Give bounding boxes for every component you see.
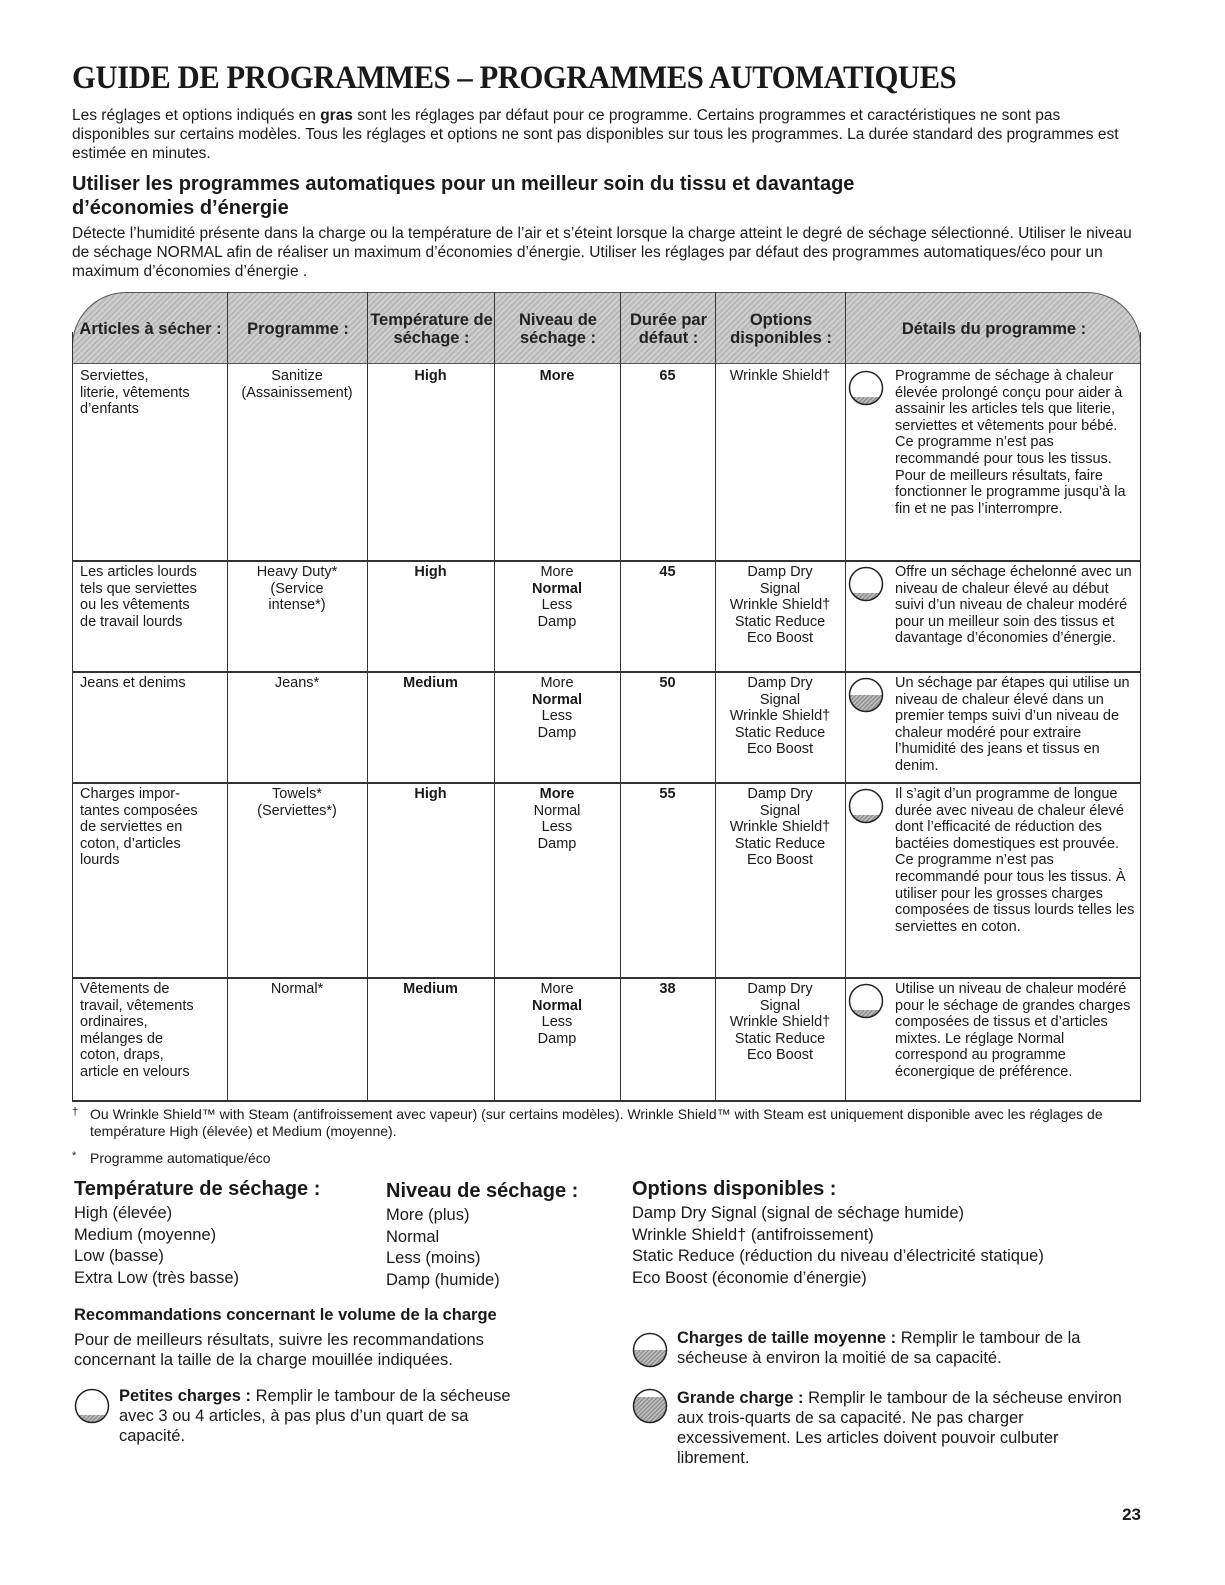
load-size-icon (848, 677, 884, 713)
cell-niveau (494, 675, 620, 741)
cell-duree: 38 (659, 981, 676, 997)
column-divider (1140, 332, 1141, 1100)
intro-bold-word: gras (320, 107, 353, 124)
cell-temperature: High (414, 564, 447, 580)
legend-niveau-item: Damp (humide) (386, 1270, 500, 1289)
option-value: Eco Boost (746, 1047, 814, 1064)
legend-options (632, 1178, 1044, 1289)
cell-options (715, 675, 845, 758)
header-options: Options disponibles : (730, 311, 832, 347)
niveau-value: More (540, 564, 574, 580)
intro-text-end: sont les réglages par défaut pour ce programme. Certains programmes et caractéristiques ne sont pas disponibles sur certains modèles. Tous les réglages et options ne sont pas disponibles sur tous les programmes. La durée standard des programmes est estimée en minutes. (72, 107, 1119, 162)
header-duree: Durée par défaut : (629, 311, 708, 347)
cell-duree: 55 (659, 786, 676, 802)
niveau-value: Damp (537, 724, 577, 741)
option-value: Wrinkle Shield† (729, 819, 831, 836)
cell-temperature: Medium (403, 675, 458, 691)
row-divider (72, 782, 1141, 784)
cell-programme: Normal* (270, 981, 324, 997)
large-load-icon (632, 1388, 668, 1424)
legend-temperature-item: Extra Low (très basse) (74, 1268, 240, 1287)
cell-details: Un séchage par étapes qui utilise un niveau de chaleur élevé dans un premier temps suivi d’un niveau de chaleur modéré pour extraire l’humidité des jeans et tissus en denim. (895, 675, 1130, 774)
legend-options-item: Eco Boost (économie d’énergie) (632, 1268, 867, 1287)
column-divider (367, 292, 368, 1100)
option-value: Damp Dry (747, 981, 813, 997)
header-programme: Programme : (247, 320, 349, 338)
header-articles: Articles à sécher : (79, 320, 222, 338)
cell-options (715, 564, 845, 647)
niveau-value: Normal (532, 691, 582, 708)
option-value: Wrinkle Shield† (729, 368, 831, 384)
load-rec-title: Recommandations concernant le volume de la charge (74, 1306, 497, 1324)
small-load-label: Petites charges : (119, 1387, 252, 1405)
legend-temperature-title: Température de séchage : (74, 1178, 321, 1200)
option-value: Static Reduce (734, 1030, 826, 1047)
footnote-dagger (72, 1106, 1132, 1140)
niveau-value: Damp (537, 1030, 577, 1047)
footnote-dagger-mark: † (72, 1106, 79, 1118)
cell-programme: Towels* (Serviettes*) (257, 786, 337, 819)
cell-articles: Les articles lourds tels que serviettes ou les vêtements de travail lourds (80, 564, 197, 630)
option-value: Damp Dry (747, 786, 813, 802)
cell-temperature: Medium (403, 981, 458, 997)
niveau-value: Normal (532, 580, 582, 597)
option-value: Signal (759, 997, 801, 1014)
cell-details: Offre un séchage échelonné avec un niveau de chaleur élevé au début suivi d’un niveau de chaleur modéré pour un meilleur soin des tissus et davantage d’économies d’énergie. (895, 564, 1132, 647)
cell-articles: Serviettes, literie, vêtements d’enfants (80, 368, 190, 418)
niveau-value: Less (541, 819, 573, 836)
option-value: Damp Dry (747, 675, 813, 691)
legend-niveau-title: Niveau de séchage : (386, 1180, 579, 1202)
footnote-dagger-text: Ou Wrinkle Shield™ with Steam (antifroissement avec vapeur) (sur certains modèles). Wrinkle Shield™ with Steam est uniquement disponible avec les réglages de température High (élevée) et Medium (moyenne). (90, 1106, 1103, 1139)
niveau-value: Damp (537, 835, 577, 852)
cell-options (715, 981, 845, 1064)
cell-temperature: High (414, 786, 447, 802)
section-description: Détecte l’humidité présente dans la charge ou la température de l’air et s’éteint lorsque la charge atteint le degré de séchage sélectionné. Utiliser le niveau de séchage NORMAL afin de réaliser un maximum d’économies d’énergie. Utiliser les réglages par défaut des programmes automatiques/éco pour un maximum d’économies d’énergie . (72, 225, 1132, 280)
niveau-value: More (540, 675, 574, 691)
cell-duree: 45 (659, 564, 676, 580)
cell-niveau (494, 786, 620, 852)
niveau-value: Normal (532, 997, 582, 1014)
small-load-icon (74, 1388, 110, 1424)
load-size-icon (848, 566, 884, 602)
header-temperature: Température de séchage : (370, 311, 493, 347)
cell-articles: Charges impor- tantes composées de serviettes en coton, d’articles lourds (80, 786, 198, 869)
legend-niveau-item: Normal (386, 1227, 440, 1246)
row-divider (72, 977, 1141, 979)
section-heading: Utiliser les programmes automatiques pour un meilleur soin du tissu et davantage d’économies d’énergie (72, 173, 855, 219)
niveau-value: Normal (533, 802, 581, 819)
table-bottom-border (72, 1100, 1141, 1102)
legend-temperature-item: Medium (moyenne) (74, 1225, 217, 1244)
cell-duree: 50 (659, 675, 676, 691)
option-value: Static Reduce (734, 835, 826, 852)
page-title: GUIDE DE PROGRAMMES – PROGRAMMES AUTOMATIQUES (72, 60, 957, 96)
column-divider (845, 292, 846, 1100)
cell-details: Il s’agit d’un programme de longue durée avec niveau de chaleur élevé dont l’efficacité de réduction des bactéies domestiques est prouvée. Ce programme n’est pas recommandé pour tous les tissus. À utiliser pour les grosses charges composées de tissus lourds telles les serviettes en coton. (895, 786, 1135, 935)
legend-options-item: Wrinkle Shield† (antifroissement) (632, 1225, 874, 1244)
cell-niveau (494, 981, 620, 1047)
load-size-icon (848, 370, 884, 406)
option-value: Static Reduce (734, 724, 826, 741)
cell-programme: Sanitize (Assainissement) (241, 368, 353, 401)
niveau-value: Less (541, 597, 573, 614)
column-divider (227, 292, 228, 1100)
legend-options-item: Static Reduce (réduction du niveau d’électricité statique) (632, 1247, 1044, 1265)
niveau-value: Damp (537, 613, 577, 630)
niveau-value: Less (541, 1014, 573, 1031)
large-load-text: Remplir le tambour de la sécheuse environ aux trois-quarts de sa capacité. Ne pas charger excessivement. Les articles doivent pouvoir culbuter librement. (677, 1389, 1122, 1467)
cell-articles: Vêtements de travail, vêtements ordinaires, mélanges de coton, draps, article en velours (80, 981, 194, 1080)
program-table (72, 292, 1141, 1100)
footnote-star-text: Programme automatique/éco (90, 1150, 271, 1166)
legend-temperature-item: Low (basse) (74, 1247, 164, 1265)
cell-niveau (494, 368, 620, 385)
niveau-value: More (540, 981, 574, 997)
legend-niveau-item: More (plus) (386, 1206, 470, 1224)
option-value: Static Reduce (734, 613, 826, 630)
cell-articles: Jeans et denims (80, 675, 186, 691)
page-number: 23 (1122, 1505, 1141, 1524)
row-divider (72, 560, 1141, 562)
medium-load-icon (632, 1332, 668, 1368)
cell-options (715, 786, 845, 869)
column-divider (715, 292, 716, 1100)
header-niveau: Niveau de séchage : (519, 311, 597, 347)
legend-options-item: Damp Dry Signal (signal de séchage humide) (632, 1204, 964, 1222)
load-medium (632, 1328, 1132, 1368)
option-value: Wrinkle Shield† (729, 708, 831, 725)
cell-programme: Heavy Duty* (Service intense*) (256, 564, 338, 614)
option-value: Signal (759, 580, 801, 597)
large-load-label: Grande charge : (677, 1389, 804, 1407)
intro-text-start: Les réglages et options indiqués en (72, 107, 321, 124)
legend-niveau (386, 1180, 578, 1291)
cell-options (715, 368, 845, 385)
niveau-value: More (539, 786, 575, 802)
footnote-star-mark: * (72, 1150, 77, 1162)
table-header (72, 292, 1141, 364)
option-value: Eco Boost (746, 852, 814, 869)
medium-load-label: Charges de taille moyenne : (677, 1329, 897, 1347)
footnote-star (72, 1150, 271, 1167)
cell-temperature: High (414, 368, 447, 384)
legend-temperature (74, 1178, 320, 1289)
medium-load-text: Remplir le tambour de la sécheuse à environ la moitié de sa capacité. (677, 1329, 1081, 1367)
cell-details: Utilise un niveau de chaleur modéré pour le séchage de grandes charges composées de tissus et d’articles mixtes. Le réglage Normal correspond au programme éconergique de préférence. (895, 981, 1131, 1080)
cell-duree: 65 (659, 368, 676, 384)
column-divider (494, 292, 495, 1100)
option-value: Wrinkle Shield† (729, 1014, 831, 1031)
option-value: Signal (759, 691, 801, 708)
niveau-value: Less (541, 708, 573, 725)
header-details: Détails du programme : (901, 320, 1087, 338)
niveau-value: More (539, 368, 575, 384)
cell-niveau (494, 564, 620, 630)
load-rec-intro: Pour de meilleurs résultats, suivre les recommandations concernant la taille de la charge mouillée indiquées. (74, 1331, 484, 1369)
legend-temperature-item: High (élevée) (74, 1204, 173, 1222)
option-value: Signal (759, 802, 801, 819)
intro-paragraph (72, 106, 1142, 163)
cell-details: Programme de séchage à chaleur élevée prolongé conçu pour aider à assainir les articles tels que literie, serviettes et vêtements pour bébé. Ce programme n’est pas recommandé pour tous les tissus. Pour de meilleurs résultats, faire fonctionner le programme jusqu’à la fin et ne pas l’interrompre. (895, 368, 1126, 517)
small-load-text: Remplir le tambour de la sécheuse avec 3 ou 4 articles, à pas plus d’un quart de sa capacité. (119, 1387, 511, 1445)
option-value: Wrinkle Shield† (729, 597, 831, 614)
column-divider (72, 332, 73, 1100)
load-small (74, 1386, 524, 1446)
load-large (632, 1388, 1132, 1468)
legend-options-title: Options disponibles : (632, 1178, 837, 1200)
load-size-icon (848, 983, 884, 1019)
row-divider (72, 671, 1141, 673)
option-value: Eco Boost (746, 630, 814, 647)
legend-niveau-item: Less (moins) (386, 1249, 481, 1267)
column-divider (620, 292, 621, 1100)
option-value: Eco Boost (746, 741, 814, 758)
cell-programme: Jeans* (274, 675, 320, 691)
option-value: Damp Dry (747, 564, 813, 580)
load-size-icon (848, 788, 884, 824)
